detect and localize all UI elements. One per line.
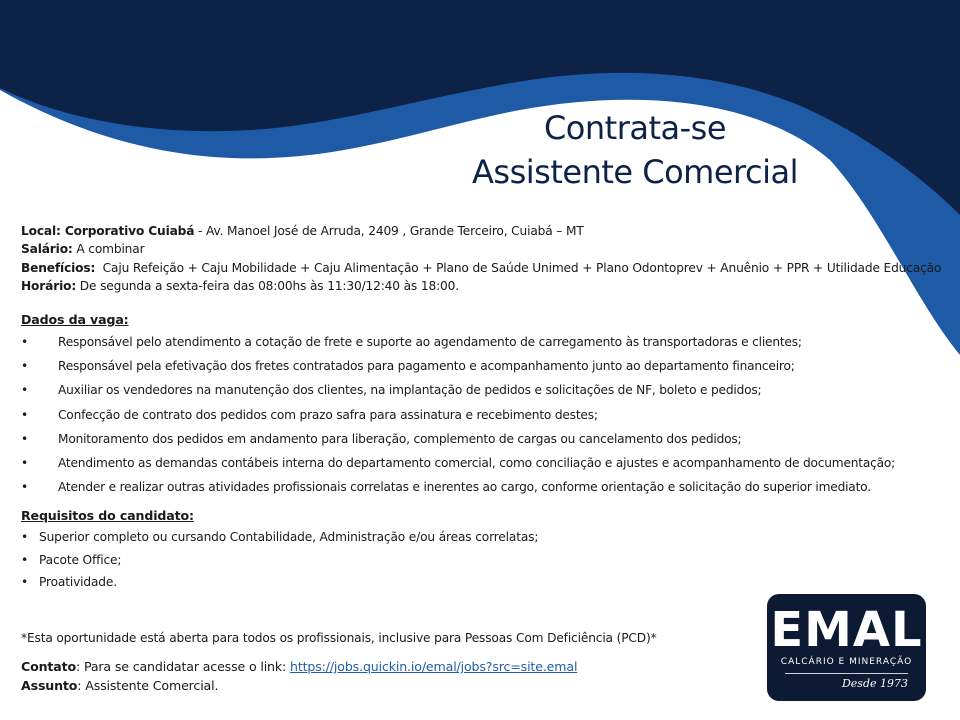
requisito-item-text: Pacote Office; (39, 552, 122, 567)
requisito-item-text: Superior completo ou cursando Contabilidade, Administração e/ou áreas correlatas; (39, 530, 539, 544)
list-item (21, 408, 941, 432)
requisito-item-text: Proatividade. (39, 575, 117, 589)
list-item (21, 575, 721, 598)
horario-row (21, 277, 941, 295)
list-item (21, 530, 721, 553)
pcd-note: *Esta oportunidade está aberta para todos os profissionais, inclusive para Pessoas Com Deficiência (PCD)* (21, 631, 657, 645)
title-line-1: Contrata-se (543, 109, 727, 147)
bullet: • (21, 552, 29, 567)
contato-label: Contato (21, 659, 77, 674)
vaga-list (21, 335, 941, 504)
contato-text: : Para se candidatar acesse o link: (76, 659, 290, 674)
horario-value: De segunda a sexta-feira das 08:00hs às 11:30/12:40 às 18:00. (76, 278, 459, 293)
vaga-item-text: Auxiliar os vendedores na manutenção dos clientes, na implantação de pedidos e solicitações de NF, boleto e pedidos; (58, 383, 762, 398)
local-value: - Av. Manoel José de Arruda, 2409 , Grande Terceiro, Cuiabá – MT (194, 224, 584, 238)
assunto-row (21, 676, 577, 695)
list-item (21, 480, 941, 504)
bullet: • (21, 431, 28, 446)
list-item (21, 432, 941, 456)
application-link[interactable]: https://jobs.quickin.io/emal/jobs?src=site.emal (289, 659, 578, 674)
beneficios-row (21, 259, 941, 277)
list-item (21, 553, 721, 576)
salario-value: A combinar (72, 242, 145, 257)
vaga-item-text: Atendimento as demandas contábeis interna do departamento comercial, como conciliação e ajustes e acompanhamento de documentação; (58, 455, 896, 470)
bullet: • (21, 455, 28, 470)
vaga-item-text: Responsável pelo atendimento a cotação de frete e suporte ao agendamento de carregamento às transportadoras e clientes; (58, 335, 802, 349)
vaga-item-text: Monitoramento dos pedidos em andamento para liberação, complemento de cargas ou cancelamento dos pedidos; (58, 431, 742, 446)
requisitos-list (21, 530, 721, 598)
assunto-text: : Assistente Comercial. (77, 678, 219, 693)
salario-label: Salário: (21, 242, 73, 257)
salario-row (21, 240, 941, 258)
job-info (21, 222, 941, 295)
vaga-section-title: Dados da vaga: (21, 312, 129, 327)
vaga-item-text: Atender e realizar outras atividades profissionais correlatas e inerentes ao cargo, conforme orientação e solicitação do superior imediato. (58, 480, 871, 495)
local-row (21, 222, 941, 240)
horario-label: Horário: (21, 278, 77, 293)
bullet: • (21, 383, 28, 398)
beneficios-label: Benefícios: (21, 260, 96, 275)
bullet: • (21, 407, 28, 422)
emal-logo (767, 594, 926, 701)
local-label: Local: Corporativo Cuiabá (21, 224, 195, 238)
bullet: • (21, 335, 28, 349)
bullet: • (21, 530, 29, 544)
title-line-2: Assistente Comercial (472, 153, 798, 191)
logo-divider (785, 673, 908, 674)
bullet: • (21, 359, 28, 374)
assunto-label: Assunto (21, 678, 78, 693)
logo-since: Desde 1973 (841, 677, 908, 690)
logo-subtitle: CALCÁRIO E MINERAÇÃO (780, 657, 913, 667)
list-item (21, 359, 941, 383)
job-title (450, 106, 820, 194)
list-item (21, 456, 941, 480)
list-item (21, 383, 941, 407)
contato-row (21, 657, 577, 676)
logo-wordmark: EMAL (770, 602, 923, 658)
contact-block (21, 657, 577, 695)
vaga-item-text: Responsável pela efetivação dos fretes contratados para pagamento e acompanhamento junto ao departamento financeiro; (58, 359, 795, 374)
vaga-item-text: Confecção de contrato dos pedidos com prazo safra para assinatura e recebimento destes; (58, 407, 598, 422)
list-item (21, 335, 941, 359)
requisitos-section-title: Requisitos do candidato: (21, 508, 194, 523)
bullet: • (21, 480, 28, 495)
bullet: • (21, 575, 29, 589)
beneficios-value: Caju Refeição + Caju Mobilidade + Caju Alimentação + Plano de Saúde Unimed + Plano Odontoprev + Anuênio + PPR + Utilidade Educação (95, 260, 942, 275)
